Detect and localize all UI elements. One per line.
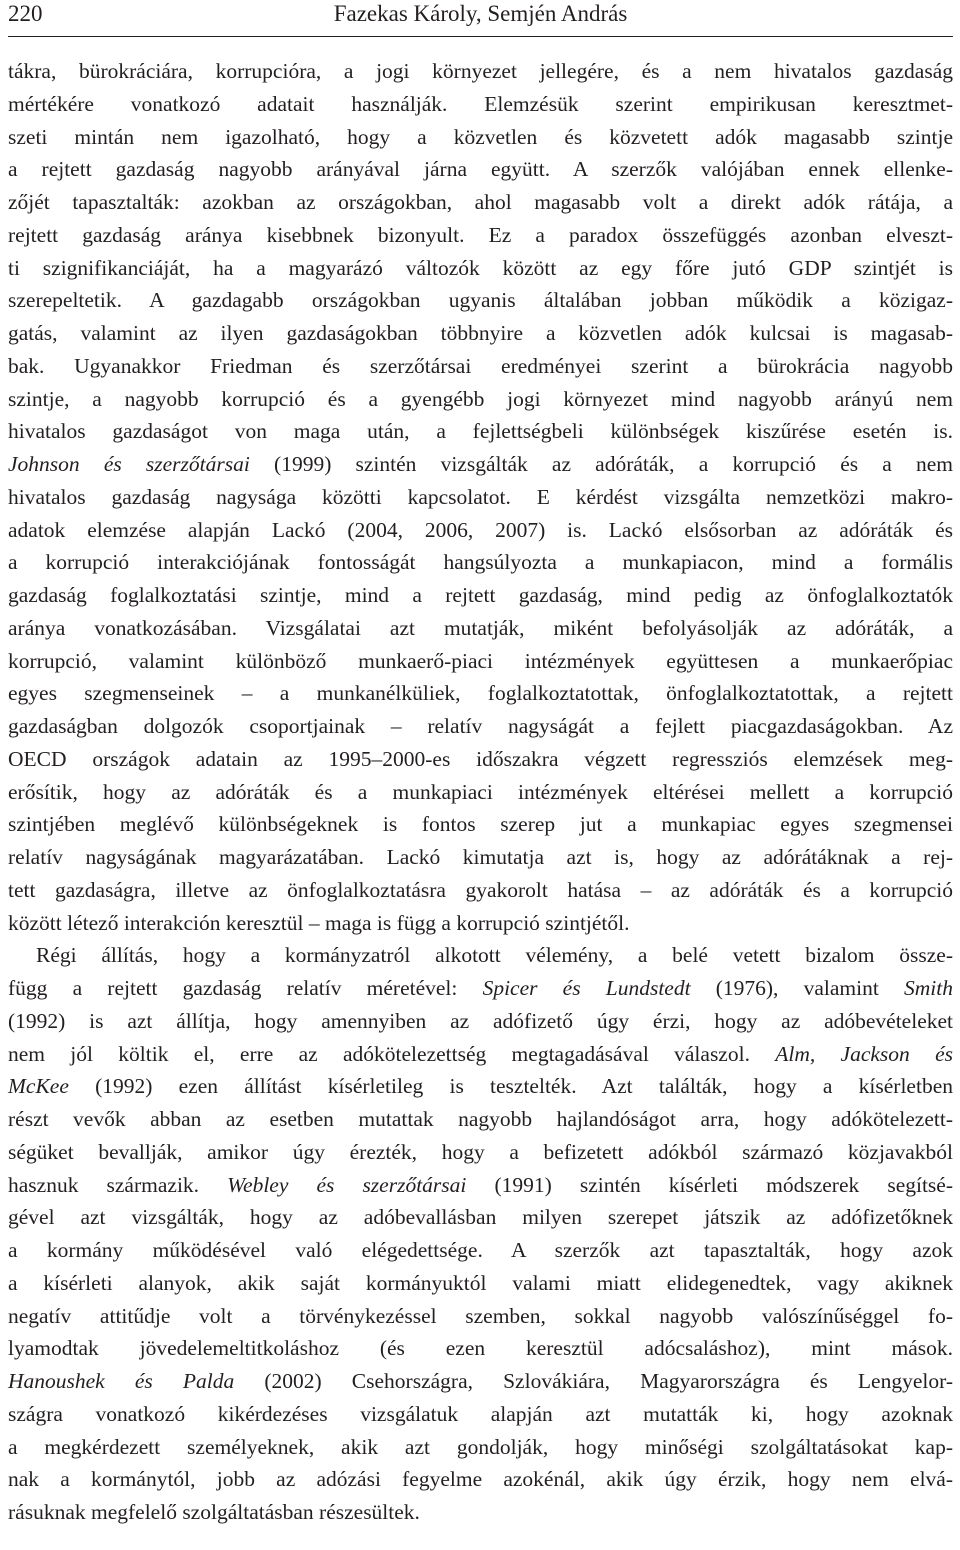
text-line: egyes szegmenseinek – a munkanélküliek, foglalkoztatottak, önfoglalkoztatottak, a rejtett <box>8 681 953 706</box>
citation-authors: Webley és szerzőtársai <box>227 1172 467 1197</box>
paragraph <box>8 55 953 939</box>
text-line: lyamodtak jövedelemeltitkoláshoz (és ezen keresztül adócsaláshoz), mint mások. <box>8 1336 953 1361</box>
text-line: nem jól költik el, erre az adókötelezettség megtagadásával válaszol. Alm, Jackson és <box>8 1041 953 1066</box>
text-line: zőjét tapasztalták: azokban az országokban, ahol magasabb volt a direkt adók rátája, a <box>8 190 953 214</box>
text-line: mértékére vonatkozó adatait használják. Elemzésük szerint empirikusan keresztmet- <box>8 91 953 116</box>
text-line: (1992) is azt állítja, hogy amennyiben az adófizető úgy érzi, hogy az adóbevételeket <box>8 1008 953 1033</box>
text-line: tákra, bürokráciára, korrupcióra, a jogi környezet jellegére, és a nem hivatalos gazdaság <box>8 59 953 83</box>
text-line: ségüket bevallják, amikor úgy érezték, hogy a befizetett adókból származó közjavakból <box>8 1139 953 1164</box>
text-line: szintjében meglévő különbségeknek is fontos szerep jut a munkapiac egyes szegmensei <box>8 812 953 837</box>
citation-authors: McKee <box>8 1074 69 1099</box>
text-line: Hanoushek és Palda (2002) Csehországra, Szlovákiára, Magyarországra és Lengyelor- <box>8 1369 953 1393</box>
text-line: szintje, a nagyobb korrupció és a gyengébb jogi környezet mind nagyobb arányú nem <box>8 386 953 411</box>
running-head: Fazekas Károly, Semjén András <box>333 1 628 26</box>
page-number: 220 <box>8 1 43 26</box>
text-line: szágra vonatkozó kikérdezéses vizsgálatuk alapján azt mutatták ki, hogy azoknak <box>8 1401 953 1426</box>
text-line: gazdaság foglalkoztatási szintje, mind a rejtett gazdaság, mind pedig az önfoglalkoztatók <box>8 583 953 607</box>
body-text <box>8 55 953 1529</box>
text-line: a megkérdezett személyeknek, akik azt gondolják, hogy minőségi szolgáltatásokat kap- <box>8 1434 953 1459</box>
text-line: hivatalos gazdaságot von maga után, a fejlettségbeli különbségek kiszűrése esetén is. <box>8 419 953 444</box>
text-line: relatív nagyságának magyarázatában. Lackó kimutatja azt is, hogy az adórátáknak a rej- <box>8 845 953 869</box>
text-line: a korrupció interakciójának fontosságát hangsúlyozta a munkapiacon, mind a formális <box>8 550 953 575</box>
text-line: korrupció, valamint különböző munkaerő-piaci intézmények együttesen a munkaerőpiac <box>8 648 953 673</box>
text-line: hasznuk származik. Webley és szerzőtársai (1991) szintén kísérleti módszerek segítsé- <box>8 1172 953 1197</box>
text-line: gatás, valamint az ilyen gazdaságokban többnyire a közvetlen adók kulcsai is magasab- <box>8 321 953 345</box>
text-line: Régi állítás, hogy a kormányzatról alkotott vélemény, a belé vetett bizalom össze- <box>36 943 953 968</box>
text-line: McKee (1992) ezen állítást kísérletileg is tesztelték. Azt találták, hogy a kísérletben <box>8 1074 953 1099</box>
text-line: nak a kormánytól, jobb az adózási fegyelme azokénál, akik úgy érzik, hogy nem elvá- <box>8 1467 953 1492</box>
text-line: a kísérleti alanyok, akik saját kormányuktól valami miatt elidegenedtek, vagy akiknek <box>8 1270 953 1295</box>
text-line: tett gazdaságra, illetve az önfoglalkoztatásra gyakorolt hatása – az adóráták és a korrupció <box>8 877 953 902</box>
text-line: függ a rejtett gazdaság relatív méretével: Spicer és Lundstedt (1976), valamint Smith <box>8 976 953 1000</box>
text-line: erősítik, hogy az adóráták és a munkapiaci intézmények eltérései mellett a korrupció <box>8 779 953 804</box>
citation-authors: Hanoushek és Palda <box>8 1369 235 1393</box>
text-line: gével azt vizsgálták, hogy az adóbevallásban milyen szerepet játszik az adófizetőknek <box>8 1205 953 1230</box>
text-line: gazdaságban dolgozók csoportjainak – relatív nagyságát a fejlett piacgazdaságokban. Az <box>8 714 953 738</box>
text-line: a kormány működésével való elégedettsége. A szerzők azt tapasztalták, hogy azok <box>8 1238 953 1262</box>
citation-authors: Johnson és szerzőtársai <box>8 452 250 476</box>
text-line: között létező interakción keresztül – maga is függ a korrupció szintjétől. <box>8 910 630 935</box>
text-line: adatok elemzése alapján Lackó (2004, 2006, 2007) is. Lackó elsősorban az adóráták és <box>8 517 953 542</box>
text-line: ti szignifikanciáját, ha a magyarázó változók között az egy főre jutó GDP szintjét is <box>8 255 953 280</box>
text-line: bak. Ugyanakkor Friedman és szerzőtársai eredményei szerint a bürokrácia nagyobb <box>8 353 953 378</box>
page-header <box>8 0 953 37</box>
text-line: rásuknak megfelelő szolgáltatásban részesültek. <box>8 1500 420 1524</box>
citation-authors: Smith <box>904 976 953 1000</box>
text-line: rejtett gazdaság aránya kisebbnek bizonyult. Ez a paradox összefüggés azonban elveszt- <box>8 222 953 247</box>
text-line: hivatalos gazdaság nagysága közötti kapcsolatot. E kérdést vizsgálta nemzetközi makro- <box>8 484 953 509</box>
text-line: OECD országok adatain az 1995–2000-es időszakra végzett regressziós elemzések meg- <box>8 746 953 771</box>
text-line: aránya vonatkozásában. Vizsgálatai azt mutatják, miként befolyásolják az adóráták, a <box>8 615 953 640</box>
paragraph <box>8 939 953 1529</box>
text-line: szerepeltetik. A gazdagabb országokban ugyanis általában jobban működik a közigaz- <box>8 288 953 313</box>
text-line: a rejtett gazdaság nagyobb arányával járna együtt. A szerzők valójában ennek ellenke- <box>8 157 953 182</box>
citation-authors: Spicer és Lundstedt <box>482 976 691 1000</box>
text-line: negatív attitűdje volt a törvénykezéssel szemben, sokkal nagyobb valószínűséggel fo- <box>8 1303 953 1328</box>
citation-authors: Alm, Jackson és <box>775 1041 953 1066</box>
text-line: Johnson és szerzőtársai (1999) szintén vizsgálták az adóráták, a korrupció és a nem <box>8 452 954 476</box>
text-line: szeti mintán nem igazolható, hogy a közvetlen és közvetett adók magasabb szintje <box>8 124 953 149</box>
text-line: részt vevők abban az esetben mutattak nagyobb hajlandóságot arra, hogy adókötelezett- <box>8 1107 953 1131</box>
